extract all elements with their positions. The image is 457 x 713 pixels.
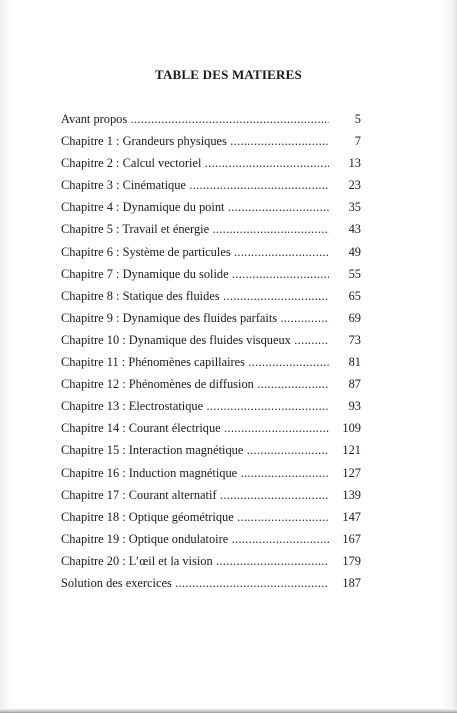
toc-entry xyxy=(61,484,361,506)
toc-entry-title: Chapitre 7 : Dynamique du solide ..... xyxy=(61,263,329,285)
toc-entry-title: Chapitre 5 : Travail et énergie ..... xyxy=(61,218,329,240)
toc-entry-page-number: 69 xyxy=(348,310,361,325)
toc-entry-page-number: 7 xyxy=(354,134,361,149)
toc-entry xyxy=(61,550,361,572)
toc-entry-page-number: 121 xyxy=(342,443,361,458)
toc-entry xyxy=(61,439,361,461)
toc-entry-title: Chapitre 11 : Phénomènes capillaires ..... xyxy=(61,351,329,373)
page-bottom-edge xyxy=(0,708,457,713)
toc-entry-title: Chapitre 1 : Grandeurs physiques ..... xyxy=(61,130,329,152)
toc-entry-page-number: 5 xyxy=(354,112,361,126)
toc-entry-page-number: 23 xyxy=(348,178,361,193)
toc-entry-title: Solution des exercices ..... xyxy=(61,572,329,594)
toc-entry-title: Chapitre 9 : Dynamique des fluides parfaits ..... xyxy=(61,307,329,329)
toc-entry-page-number: 187 xyxy=(342,575,361,590)
page-title: TABLE DES MATIERES xyxy=(155,67,302,82)
toc-entry-title: Chapitre 8 : Statique des fluides ..... xyxy=(61,285,329,307)
toc-entry-page-number: 167 xyxy=(342,531,361,546)
table-of-contents xyxy=(61,108,361,594)
toc-entry-title: Chapitre 14 : Courant électrique ..... xyxy=(61,417,329,439)
toc-entry-title: Chapitre 13 : Electrostatique ..... xyxy=(61,395,329,417)
toc-entry xyxy=(61,351,361,373)
toc-entry-title: Chapitre 19 : Optique ondulatoire ..... xyxy=(61,528,329,550)
toc-entry-page-number: 109 xyxy=(342,421,361,436)
toc-entry-title: Avant propos ..... xyxy=(61,108,329,130)
toc-entry-title: Chapitre 6 : Système de particules ..... xyxy=(61,241,329,263)
toc-entry xyxy=(61,130,361,152)
toc-entry xyxy=(61,506,361,528)
toc-entry-page-number: 55 xyxy=(348,266,361,281)
toc-entry-page-number: 179 xyxy=(342,553,361,568)
toc-entry-page-number: 73 xyxy=(348,332,361,347)
toc-entry-title: Chapitre 4 : Dynamique du point ..... xyxy=(61,196,329,218)
toc-entry-page-number: 43 xyxy=(348,222,361,237)
toc-entry xyxy=(61,462,361,484)
toc-entry xyxy=(61,174,361,196)
toc-entry-title: Chapitre 16 : Induction magnétique ..... xyxy=(61,462,329,484)
toc-entry xyxy=(61,417,361,439)
toc-entry xyxy=(61,285,361,307)
toc-entry xyxy=(61,241,361,263)
toc-entry-page-number: 147 xyxy=(342,509,361,524)
toc-entry xyxy=(61,218,361,240)
toc-entry xyxy=(61,108,361,130)
toc-entry xyxy=(61,152,361,174)
toc-entry-page-number: 81 xyxy=(348,355,361,370)
toc-entry xyxy=(61,395,361,417)
toc-entry-page-number: 49 xyxy=(348,244,361,259)
toc-entry-page-number: 139 xyxy=(342,487,361,502)
toc-entry-title: Chapitre 2 : Calcul vectoriel ..... xyxy=(61,152,329,174)
toc-entry-page-number: 13 xyxy=(348,156,361,171)
toc-entry xyxy=(61,196,361,218)
toc-entry-title: Chapitre 3 : Cinématique ..... xyxy=(61,174,329,196)
toc-entry-title: Chapitre 18 : Optique géométrique ..... xyxy=(61,506,329,528)
toc-entry xyxy=(61,307,361,329)
toc-entry-page-number: 127 xyxy=(342,465,361,480)
toc-entry xyxy=(61,329,361,351)
toc-entry xyxy=(61,373,361,395)
toc-entry-page-number: 87 xyxy=(348,377,361,392)
toc-entry-title: Chapitre 12 : Phénomènes de diffusion ..... xyxy=(61,373,329,395)
toc-entry-title: Chapitre 15 : Interaction magnétique ..... xyxy=(61,439,329,461)
toc-entry-title: Chapitre 20 : L’œil et la vision ..... xyxy=(61,550,329,572)
toc-entry xyxy=(61,263,361,285)
toc-entry-title: Chapitre 17 : Courant alternatif ..... xyxy=(61,484,329,506)
toc-entry-page-number: 65 xyxy=(348,288,361,303)
toc-entry-page-number: 93 xyxy=(348,399,361,414)
toc-entry-page-number: 35 xyxy=(348,200,361,215)
toc-entry-title: Chapitre 10 : Dynamique des fluides visqueux ..... xyxy=(61,329,329,351)
toc-entry xyxy=(61,528,361,550)
toc-entry xyxy=(61,572,361,594)
